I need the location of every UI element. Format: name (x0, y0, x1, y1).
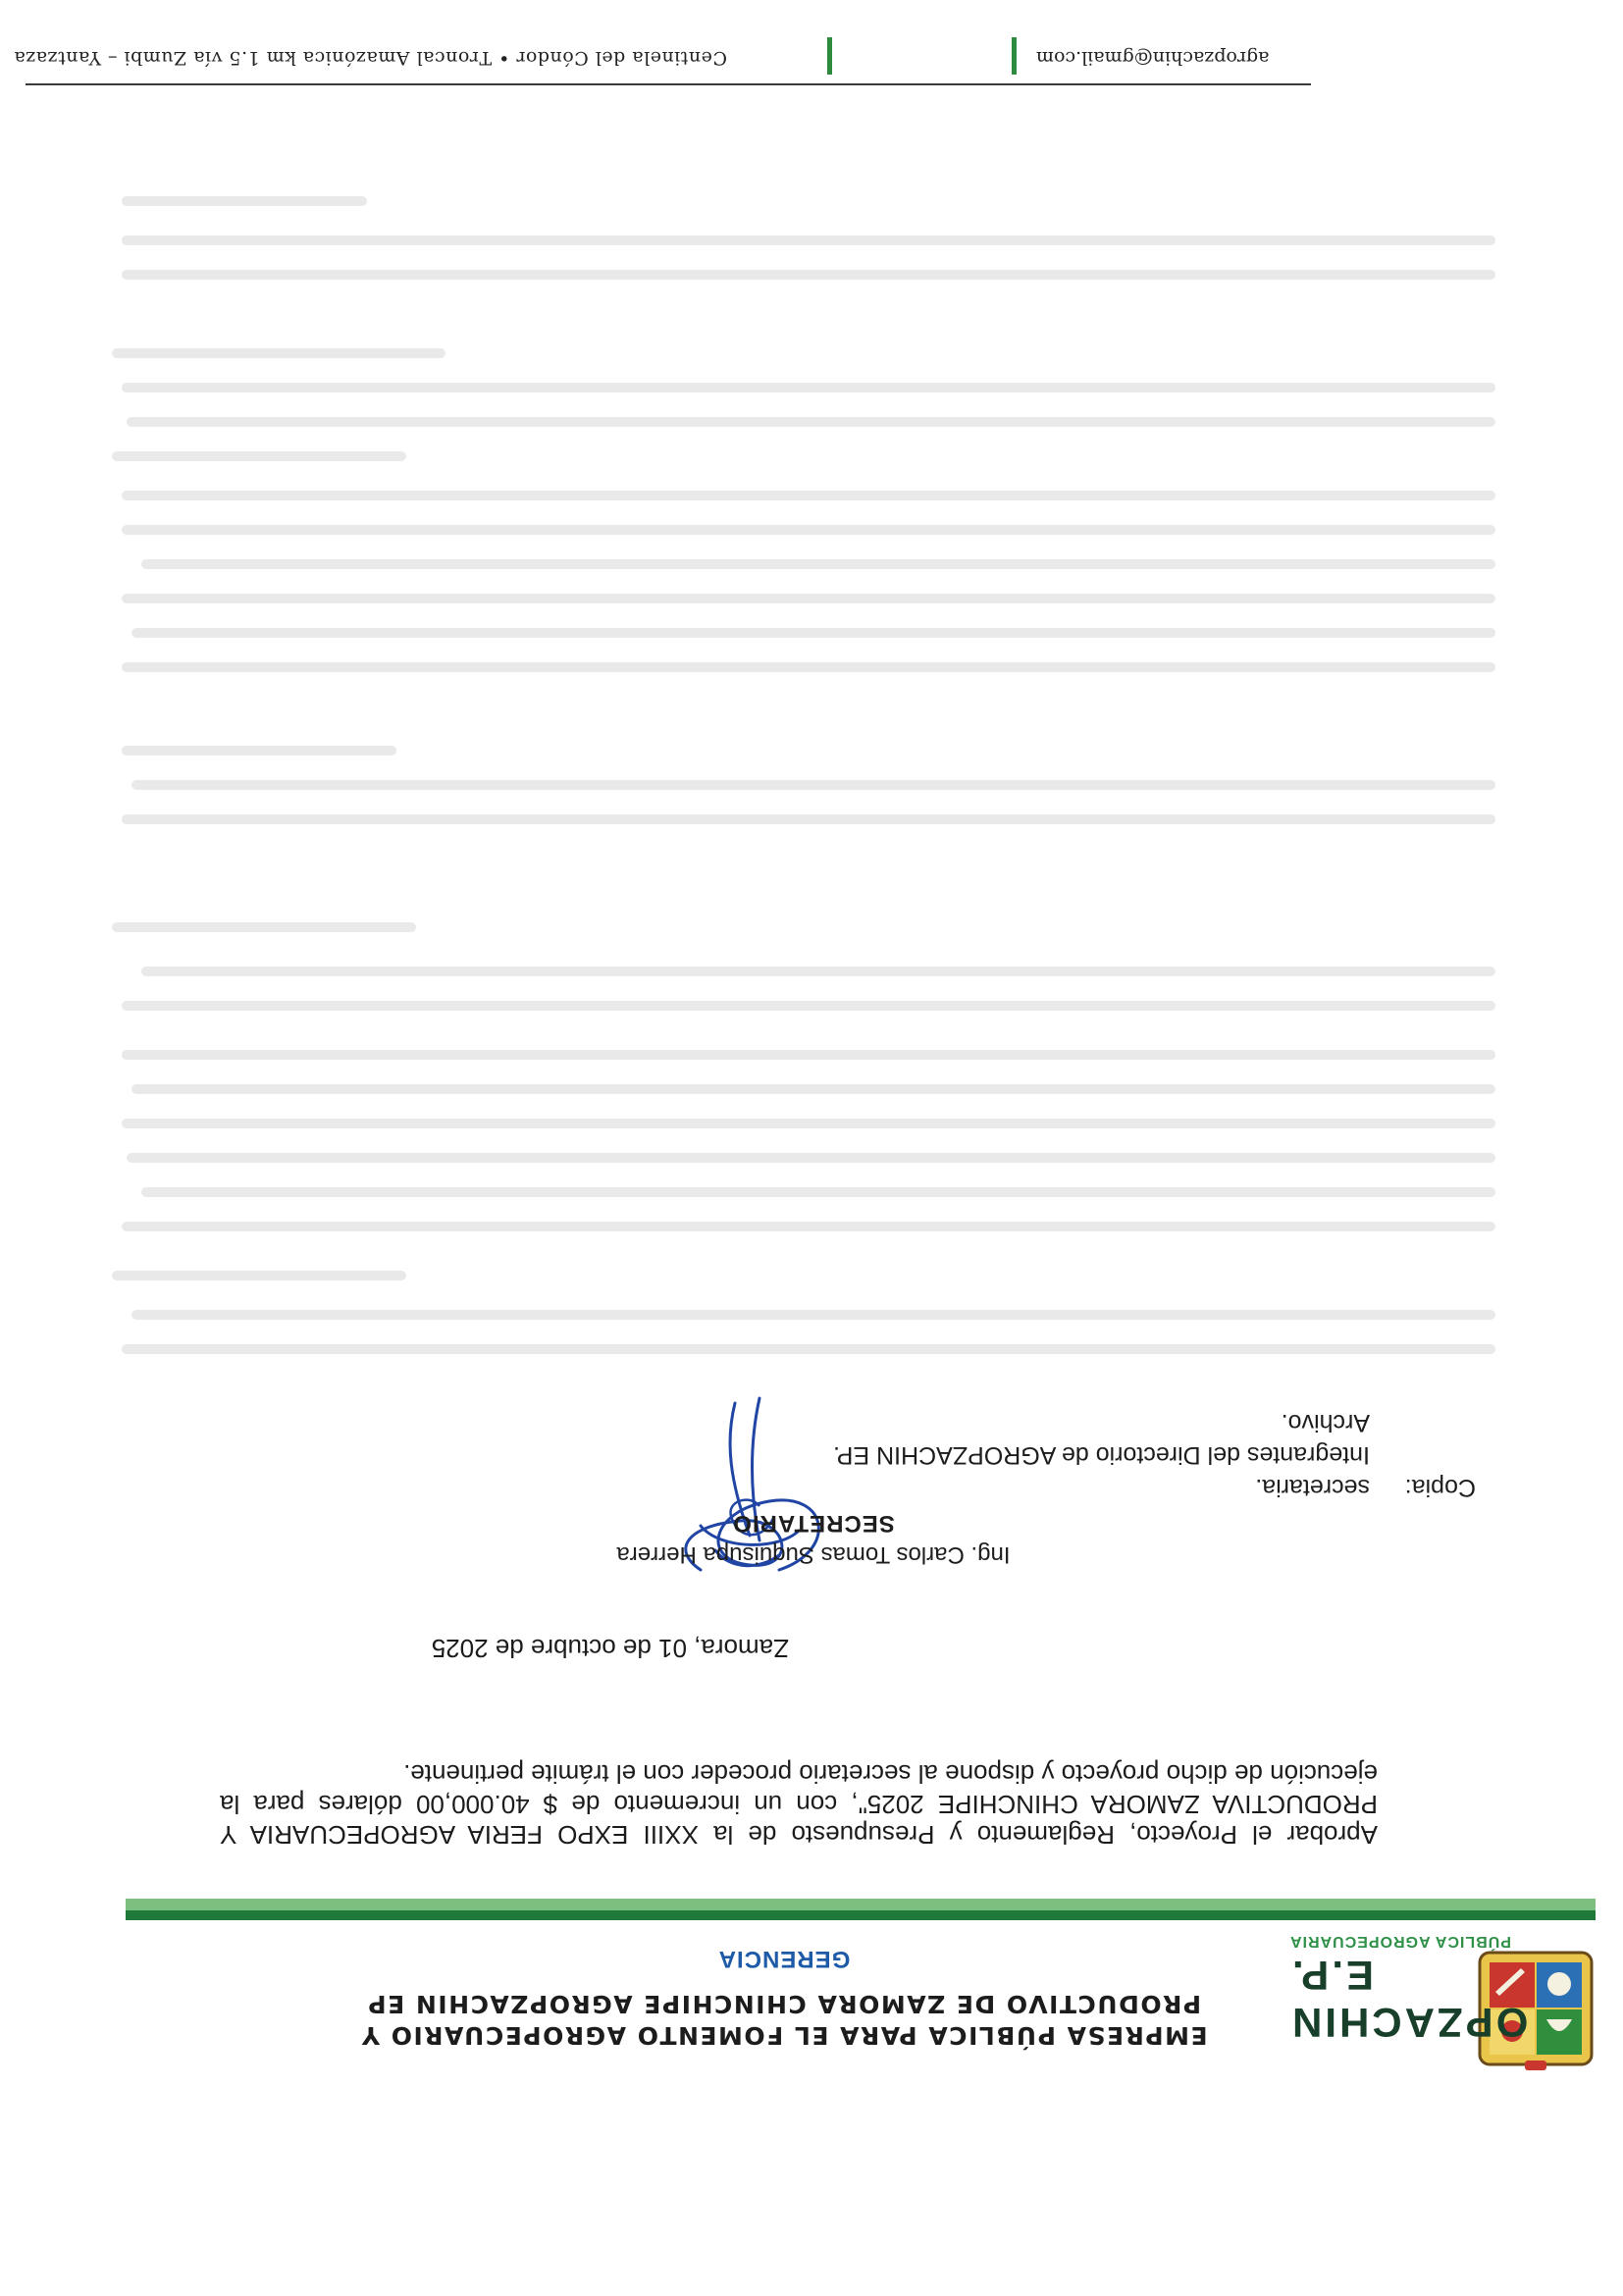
brand-name: OPZACHIN E.P. (1289, 1953, 1529, 2046)
resolution-paragraph: Aprobar el Proyecto, Reglamento y Presupuesto de la XXIII EXPO FERIA AGROPECUARIA Y PRODUCTIVA ZAMORA CHINCHIPE 2025", con un incremento de $ 40.000,00 dólares para la ejecución de dicho proyecto y dispone al secretario proceder con el trámite pertinente. (220, 1759, 1378, 1850)
copy-recipient: Archivo. (1281, 1409, 1370, 1436)
footer-separator (1012, 37, 1017, 75)
footer-separator (827, 37, 832, 75)
header-band-dark (126, 1910, 1596, 1920)
department-label: GERENCIA (717, 1946, 851, 1972)
footer-email: agropzachin@gmail.com (1036, 47, 1270, 69)
signer-role: SECRETARIO (732, 1510, 895, 1537)
company-name: EMPRESA PÚBLICA PARA EL FOMENTO AGROPECUARIO Y PRODUCTIVO DE ZAMORA CHINCHIPE AGROPZACHIN EP (360, 1990, 1208, 2050)
copy-recipient: secretaria. (1255, 1474, 1370, 1501)
brand-block (1289, 1932, 1623, 2046)
copy-label: Copia: (1404, 1474, 1476, 1501)
copy-recipient: Integrantes del Directorio de AGROPZACHIN EP. (833, 1441, 1370, 1469)
brand-subtitle: PÚBLICA AGROPECUARIA (1289, 1933, 1511, 1950)
footer-rule (26, 83, 1311, 85)
footer-address: Centinela del Cóndor • Troncal Amazónica km 1.5 vía Zumbi – Yantzaza (14, 47, 727, 69)
date-line: Zamora, 01 de octubre de 2025 (431, 1634, 789, 1663)
header-band-light (126, 1899, 1596, 1910)
handwritten-signature (622, 1383, 897, 1609)
signer-name: Ing. Carlos Tomas Suquisupa Herrera (616, 1541, 1011, 1568)
